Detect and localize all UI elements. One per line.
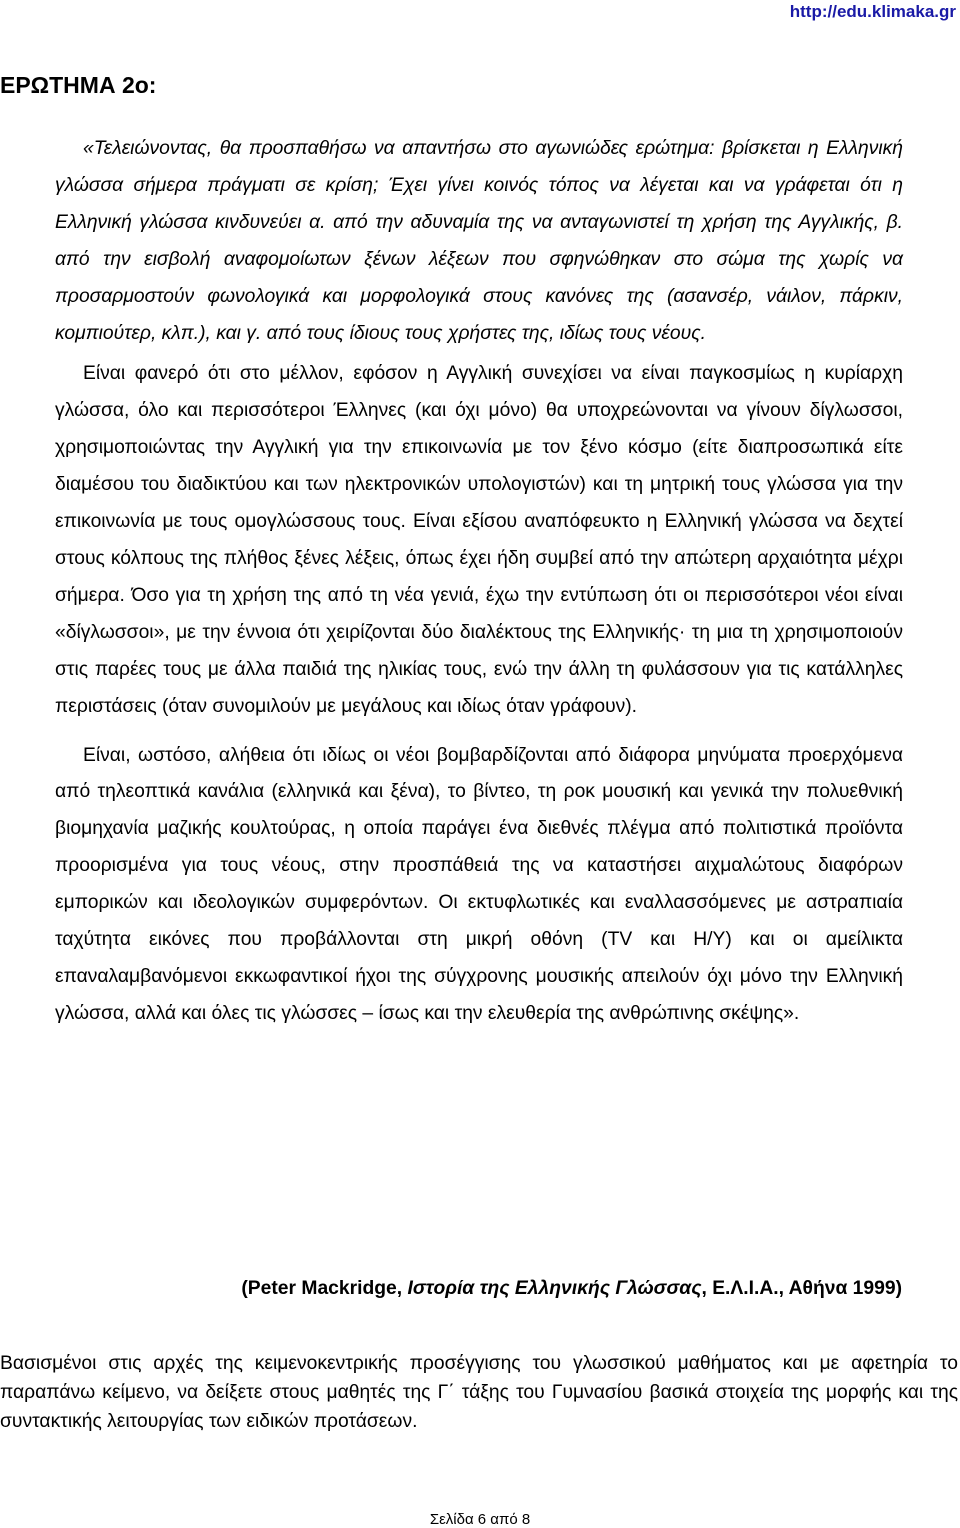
quote-paragraph-1: «Τελειώνοντας, θα προσπαθήσω να απαντήσω στο αγωνιώδες ερώτημα: βρίσκεται η Ελληνική γλώσσα σήμερα πράγματι σε κρίση; Έχει γίνει κοινός τόπος να λέγεται και να γράφεται ότι η Ελληνική γλώσσα κινδυνεύει α. από την αδυναμία της να ανταγωνιστεί τη χρήση της Αγγλικής, β. από την εισβολή αναφομοίωτων ξένων λέξεων που σφηνώθηκαν στο σώμα της χωρίς να προσαρμοστούν φωνολογικά και μορφολογικά στους κανόνες της (ασανσέρ, νάιλον, πάρκιν, κομπιούτερ, κλπ.), και γ. από τους ίδιους τους χρήστες της, ιδίως τους νέους. bbox=[55, 138, 903, 344]
site-url-link[interactable]: http://edu.klimaka.gr bbox=[789, 2, 956, 21]
quote-paragraph-3: Είναι, ωστόσο, αλήθεια ότι ιδίως οι νέοι βομβαρδίζονται από διάφορα μηνύματα προερχόμενα από τηλεοπτικά κανάλια (ελληνικά και ξένα), το βίντεο, τη ροκ μουσική και γενικά την πολυεθνική βιομηχανία μαζικής κουλτούρας, η οποία παράγει ένα διεθνές πλέγμα από πολιτιστικά προϊόντα προορισμένα για τους νέους, στην προσπάθειά της να καταστήσει αιχμαλώτους διαφόρων εμπορικών και ιδεολογικών συμφερόντων. Οι εκτυφλωτικές και εναλλασσόμενες με αστραπιαία ταχύτητα εικόνες που προβάλλονται στη μικρή οθόνη (TV και Η/Υ) και οι αμείλικτα επαναλαμβανόμενοι εκκωφαντικοί ήχοι της σύγχρονης μουσικής απειλούν όχι μόνο την Ελληνική γλώσσα, αλλά και όλες τις γλώσσες – ίσως και την ελευθερία της ανθρώπινης σκέψης». bbox=[55, 744, 903, 1024]
citation bbox=[241, 1278, 902, 1300]
citation-author: (Peter Mackridge, bbox=[241, 1278, 408, 1299]
quote-text bbox=[55, 131, 903, 1033]
citation-publisher: , Ε.Λ.Ι.Α., Αθήνα 1999) bbox=[701, 1278, 902, 1299]
quote-paragraph-2: Είναι φανερό ότι στο μέλλον, εφόσον η Αγγλική συνεχίσει να είναι παγκοσμίως η κυρίαρχη γλώσσα, όλο και περισσότεροι Έλληνες (και όχι μόνο) θα υποχρεώνονται να γίνουν δίγλωσσοι, χρησιμοποιώντας την Αγγλική για την επικοινωνία με τον ξένο κόσμο (είτε διαπροσωπικά είτε διαμέσου του διαδικτύου και των ηλεκτρονικών υπολογιστών) και τη μητρική τους γλώσσα για την επικοινωνία με τους ομογλώσσους τους. Είναι εξίσου αναπόφευκτο η Ελληνική γλώσσα να δεχτεί στους κόλπους της πλήθος ξένες λέξεις, όπως έχει ήδη συμβεί από την απώτερη αρχαιότητα μέχρι σήμερα. Όσο για τη χρήση της από τη νέα γενιά, έχω την εντύπωση ότι οι περισσότεροι νέοι είναι «δίγλωσσοι», με την έννοια ότι χειρίζονται δύο διαλέκτους της Ελληνικής· τη μια τη χρησιμοποιούν στις παρέες τους με άλλα παιδιά της ηλικίας τους, ενώ την άλλη τη φυλάσσουν για τις κατάλληλες περιστάσεις (όταν συνομιλούν με μεγάλους και ιδίως όταν γράφουν). bbox=[55, 363, 903, 717]
question-heading: ΕΡΩΤΗΜΑ 2ο: bbox=[0, 72, 157, 98]
citation-book-title: Ιστορία της Ελληνικής Γλώσσας bbox=[407, 1278, 702, 1299]
page-number: Σελίδα 6 από 8 bbox=[429, 1511, 531, 1528]
task-instructions: Βασισμένοι στις αρχές της κειμενοκεντρικής προσέγγισης του γλωσσικού μαθήματος και με αφετηρία το παραπάνω κείμενο, να δείξετε στους μαθητές της Γ΄ τάξης του Γυμνασίου βασικά στοιχεία της μορφής και της συντακτικής λειτουργίας των ειδικών προτάσεων. bbox=[0, 1353, 958, 1432]
